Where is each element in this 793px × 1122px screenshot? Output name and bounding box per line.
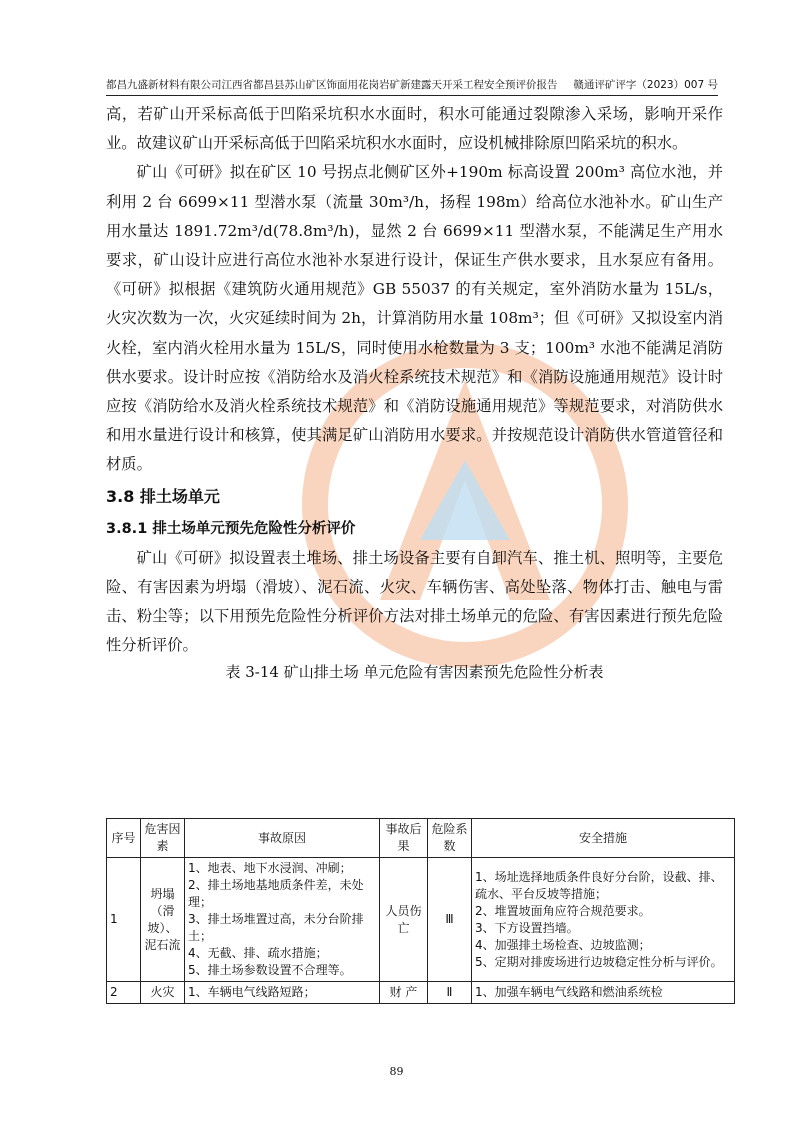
row-causes	[185, 858, 380, 982]
page-number: 89	[389, 1065, 404, 1078]
row-level: Ⅲ	[428, 858, 472, 982]
hazard-analysis-table	[106, 818, 735, 1004]
measure-line: 4、加强排土场检查、边坡监测；	[475, 937, 651, 952]
measure-line: 3、下方设置挡墙。	[475, 920, 579, 935]
row-hazard: 坍塌（滑坡）、泥石流	[141, 858, 185, 982]
cause-line: 1、车辆电气线路短路；	[188, 985, 316, 999]
section-heading: 3.8 排土场单元	[106, 486, 220, 506]
header-divider	[106, 95, 718, 96]
row-causes	[185, 982, 380, 1004]
row-measures	[472, 982, 735, 1004]
cause-line: 1、地表、地下水浸润、冲刷；	[188, 861, 352, 875]
table-row	[107, 982, 735, 1004]
header-causes: 事故原因	[185, 819, 380, 858]
header-consequence: 事故后果	[380, 819, 428, 858]
header-measures: 安全措施	[472, 819, 735, 858]
measure-line: 2、堆置坡面角应符合规范要求。	[475, 903, 651, 918]
header-level: 危险系数	[428, 819, 472, 858]
measure-line: 5、定期对排废场进行边坡稳定性分析与评价。	[475, 954, 723, 969]
main-content	[106, 100, 723, 684]
table-header-row	[107, 819, 735, 858]
table-caption: 表 3-14 矿山排土场 单元危险有害因素预先危险性分析表	[225, 663, 604, 682]
row-level: Ⅱ	[428, 982, 472, 1004]
table-row	[107, 858, 735, 982]
row-no: 2	[107, 982, 141, 1004]
header-no: 序号	[107, 819, 141, 858]
page-header	[106, 78, 718, 92]
cause-line: 3、排土场堆置过高，未分台阶排土；	[188, 912, 364, 943]
measure-line: 1、加强车辆电气线路和燃油系统检	[475, 985, 663, 999]
row-no: 1	[107, 858, 141, 982]
measure-line: 1、场址选择地质条件良好分台阶，设截、排、疏水、平台反坡等措施；	[475, 869, 723, 901]
paragraph-dump-analysis: 矿山《可研》拟设置表土堆场、排土场设备主要有自卸汽车、推土机、照明等，主要危险、有害因素为坍塌（滑坡）、泥石流、火灾、车辆伤害、高处坠落、物体打击、触电与雷击、粉尘等；以下用预先危险性分析评价方法对排土场单元的危险、有害因素进行预先危险性分析评价。	[106, 548, 723, 655]
header-doc-number: 赣通评矿评字（2023）007 号	[573, 79, 718, 91]
paragraph-continued: 高，若矿山开采标高低于凹陷采坑积水水面时，积水可能通过裂隙渗入采场，影响开采作业。故建议矿山开采标高低于凹陷采坑积水水面时，应设机械排除原凹陷采坑的积水。	[106, 105, 723, 153]
cause-line: 4、无截、排、疏水措施；	[188, 946, 328, 960]
cause-line: 2、排土场地基地质条件差，未处理；	[188, 878, 364, 909]
paragraph-water-supply: 矿山《可研》拟在矿区 10 号拐点北侧矿区外+190m 标高设置 200m³ 高位水池，并利用 2 台 6699×11 型潜水泵（流量 30m³/h，扬程 198m）给高位水池补水。矿山生产用水量达 1891.72m³/d(78.8m³/h)，显然 2 台 6699×11 型潜水泵，不能满足生产用水要求，矿山设计应进行高位水池补水泵进行设计，保证生产供水要求，且水泵应有备用。《可研》拟根据《建筑防火通用规范》GB 55037 的有关规定，室外消防水量为 15L/s，火灾次数为一次，火灾延续时间为 2h，计算消防用水量 108m³；但《可研》又拟设室内消火栓，室内消火栓用水量为 15L/S，同时使用水枪数量为 3 支；100m³ 水池不能满足消防供水要求。设计时应按《消防给水及消火栓系统技术规范》和《消防设施通用规范》设计时应按《消防给水及消火栓系统技术规范》和《消防设施通用规范》等规范要求，对消防供水和用水量进行设计和核算，使其满足矿山消防用水要求。并按规范设计消防供水管道管径和材质。	[106, 163, 723, 474]
row-hazard: 火灾	[141, 982, 185, 1004]
header-title: 都昌九盛新材料有限公司江西省都昌县苏山矿区饰面用花岗岩矿新建露天开采工程安全预评价报告	[106, 79, 558, 91]
cause-line: 5、排土场参数设置不合理等。	[188, 963, 352, 977]
header-hazard: 危害因素	[141, 819, 185, 858]
row-consequence: 财 产	[380, 982, 428, 1004]
subsection-heading: 3.8.1 排土场单元预先危险性分析评价	[106, 520, 356, 537]
row-measures	[472, 858, 735, 982]
row-consequence: 人员伤亡	[380, 858, 428, 982]
